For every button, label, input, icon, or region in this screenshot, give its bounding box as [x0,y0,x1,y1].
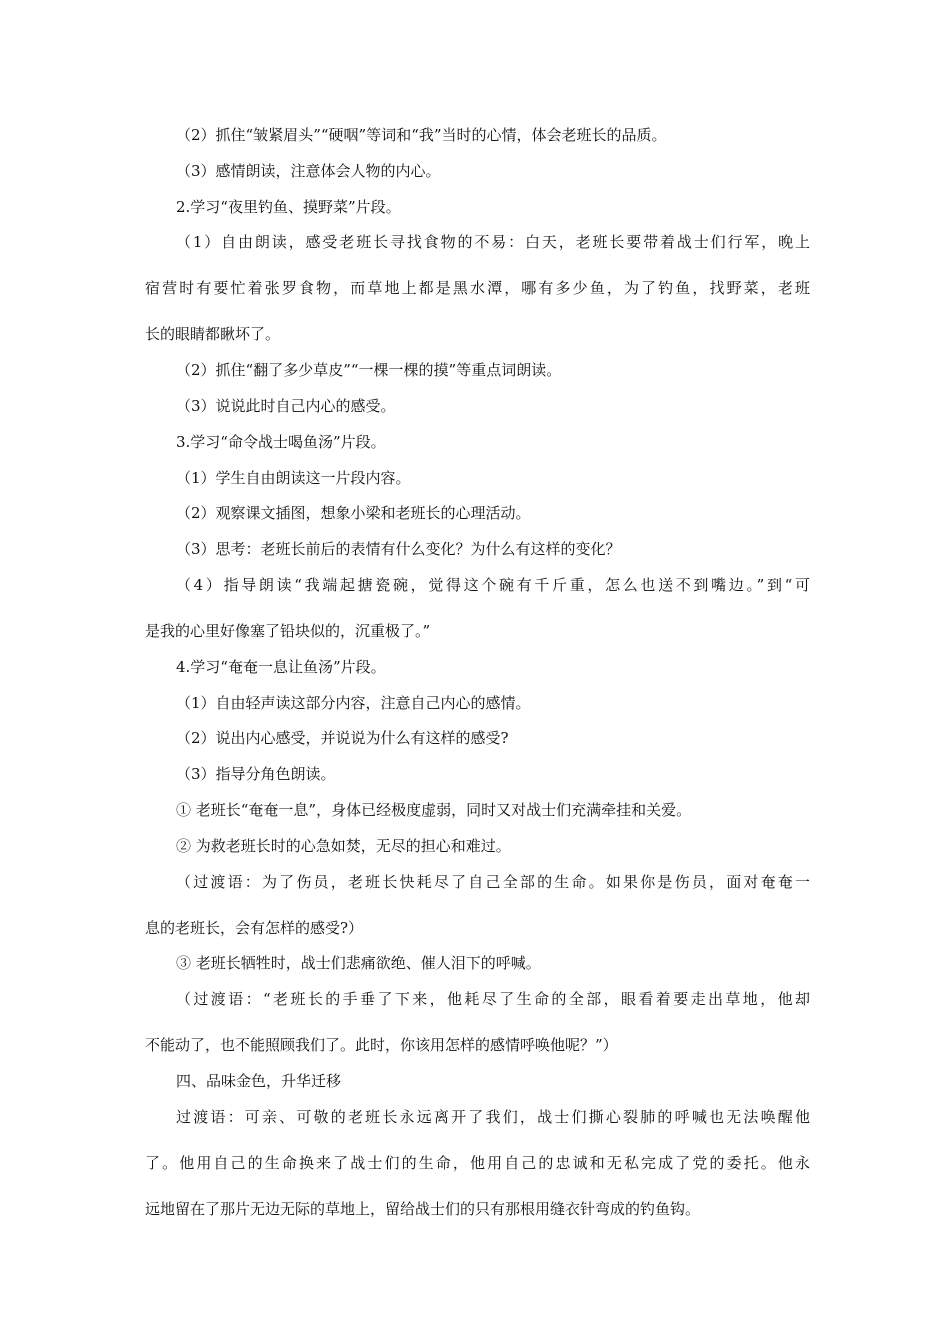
text-line: （过渡语：为了伤员，老班长快耗尽了自己全部的生命。如果你是伤员，面对奄奄一 [176,872,810,891]
text-line: 远地留在了那片无边无际的草地上，留给战士们的只有那根用缝衣针弯成的钓鱼钩。 [145,1199,701,1218]
text-line: （3）感情朗读，注意体会人物的内心。 [176,161,441,180]
text-line: （过渡语：“老班长的手垂了下来，他耗尽了生命的全部，眼看着要走出草地，他却 [176,990,810,1009]
section-heading: 四、品味金色，升华迁移 [176,1071,342,1090]
paragraph [145,574,810,656]
text-line: （2）观察课文插图，想象小梁和老班长的心理活动。 [176,504,531,523]
text-line: ③ 老班长牺牲时，战士们悲痛欲绝、催人泪下的呼喊。 [176,954,541,973]
paragraph [145,871,810,953]
section-heading: 4.学习“奄奄一息让鱼汤”片段。 [176,657,386,676]
text-line: （2）说出内心感受，并说说为什么有这样的感受? [176,729,509,748]
text-line: 长的眼睛都瞅坏了。 [145,325,281,344]
text-line: （1）自由朗读，感受老班长寻找食物的不易：白天，老班长要带着战士们行军，晚上 [176,233,810,252]
text-line: 是我的心里好像塞了铅块似的，沉重极了。” [145,621,431,640]
text-line: 过渡语：可亲、可敬的老班长永远离开了我们，战士们撕心裂肺的呼喊也无法唤醒他 [176,1107,810,1126]
text-line: 息的老班长，会有怎样的感受?） [145,918,364,937]
text-line: （2）抓住“皱紧眉头”“硬咽”等词和“我”当时的心情，体会老班长的品质。 [176,126,667,144]
text-line: 了。他用自己的生命换来了战士们的生命，他用自己的忠诚和无私完成了党的委托。他永 [145,1153,810,1172]
paragraph [145,988,810,1070]
text-line: （1）自由轻声读这部分内容，注意自己内心的感情。 [176,693,531,712]
paragraph [145,231,810,359]
text-line: 宿营时有要忙着张罗食物，而草地上都是黑水潭，哪有多少鱼，为了钓鱼，找野菜，老班 [145,279,810,298]
text-line: （3）说说此时自己内心的感受。 [176,396,396,415]
text-line: （3）思考：老班长前后的表情有什么变化？为什么有这样的变化？ [176,540,621,559]
text-line: 不能动了，也不能照顾我们了。此时，你该用怎样的感情呼唤他呢？”） [145,1036,618,1055]
section-heading: 2.学习“夜里钓鱼、摸野菜”片段。 [176,197,401,216]
text-line: ② 为救老班长时的心急如焚，无尽的担心和难过。 [176,836,511,855]
text-line: ① 老班长“奄奄一息”，身体已经极度虚弱，同时又对战士们充满牵挂和关爱。 [176,800,692,819]
section-heading: 3.学习“命令战士喝鱼汤”片段。 [176,432,386,451]
text-line: （1）学生自由朗读这一片段内容。 [176,468,411,487]
paragraph [145,1106,810,1234]
document-page [145,124,810,1234]
text-line: （3）指导分角色朗读。 [176,765,336,784]
text-line: （4）指导朗读“我端起搪瓷碗，觉得这个碗有千斤重，怎么也送不到嘴边。”到“可 [176,575,810,594]
text-line: （2）抓住“翻了多少草皮”“一棵一棵的摸”等重点词朗读。 [176,361,562,380]
